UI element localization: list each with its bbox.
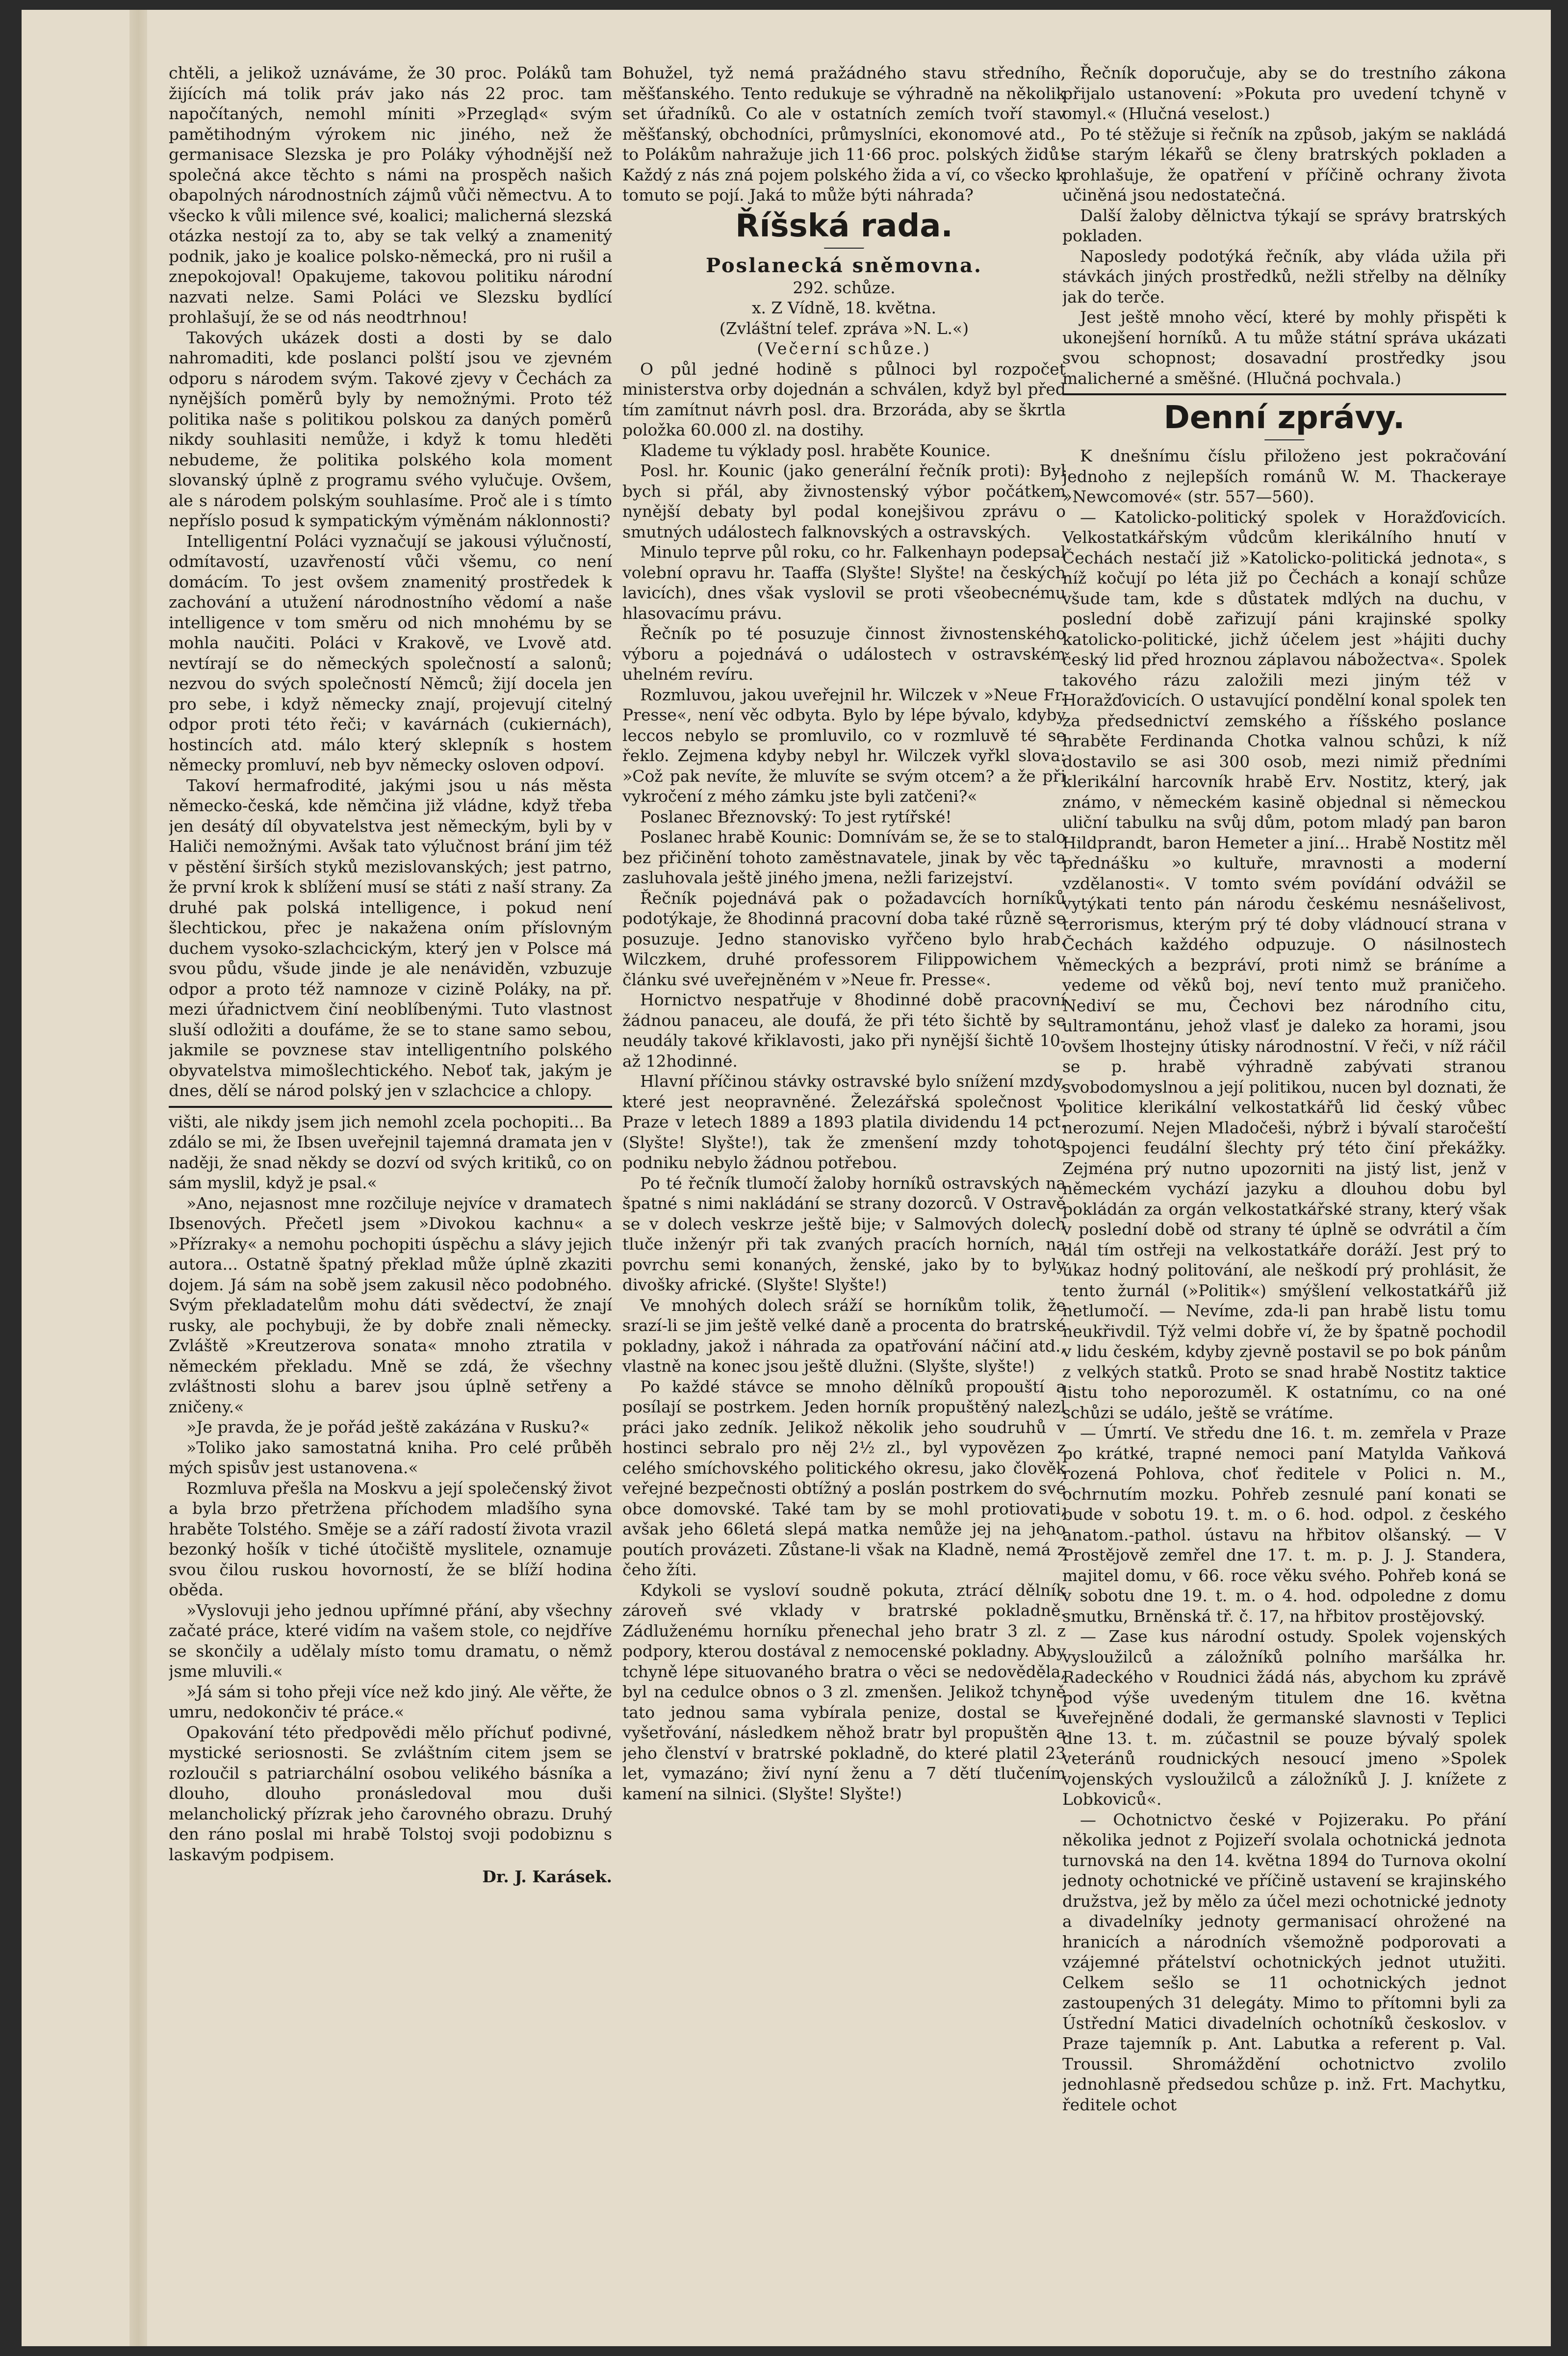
article-paragraph: Řečník doporučuje, aby se do trestního zákona přijalo ustanovení: »Pokuta pro uvedení tchyně v omyl.« (Hlučná veselost.): [1062, 63, 1506, 123]
article-paragraph: Takových ukázek dosti a dosti by se dalo nahromaditi, kde poslanci polští jsou ve zjevném odporu s národem svým. Takové zjevy v Čechách za nynějších poměrů byly by nemožnými. Proto též politika naše s politikou polskou za daných poměrů nikdy souhlasiti nemůže, i když k tomu hleděti nebudeme, že politika polského kola moment slovanský úplně z programu svého vylučuje. Ovšem, ale s národem polským souhlasíme. Proč ale i s tímto nepříslo posud k sympatickým výměnám náklonnosti?: [169, 328, 612, 530]
session-number: 292. schůze.: [793, 278, 896, 297]
section-heading: Říšská rada.: [735, 207, 953, 244]
binding-stripe: [129, 10, 147, 2346]
article-paragraph: Poslanec hrabě Kounic: Domnívám se, že se to stalo bez přičinění tohoto zaměstnavatele, jinak by věc ta zasluhovala ještě jiného jmena, nežli farizejství.: [622, 827, 1066, 887]
column-2: [622, 63, 1066, 2336]
news-item: — Úmrtí. Ve středu dne 16. t. m. zemřela v Praze po krátké, trapné nemoci paní Matylda Vaňková rozená Pohlova, choť ředitele v Polici n. M., ochrnutím mozku. Pohřeb zesnulé paní konati se bude v sobotu 19. t. m. o 6. hod. odpol. z českého anatom.-pathol. ústavu na hřbitov olšanský. — V Prostějově zemřel dne 17. t. m. p. J. J. Standera, majitel domu, v 66. roce věku svého. Pohřeb koná se v sobotu dne 19. t. m. o 4. hod. odpoledne z domu smutku, Brněnská tř. č. 17, na hřbitov prostějovský.: [1062, 1423, 1506, 1626]
article-paragraph: Po té řečník tlumočí žaloby horníků ostravských na špatné s nimi nakládání se strany dozorců. V Ostravě se v dolech veskrze ještě bije; v Salmových dolech tluče inženýr při tak zvaných pracích horních, na povrchu semi konaných, ženské, jako by to byly divošky africké. (Slyšte! Slyšte!): [622, 1173, 1066, 1294]
article-paragraph: Po té stěžuje si řečník na způsob, jakým se nakládá se starým lékařů se členy bratrských pokladen a prohlašuje, že opatření v příčině ochrany života učiněná jsou nedostatečná.: [1062, 124, 1506, 205]
article-paragraph: Řečník pojednává pak o požadavcích horníků podotýkaje, že 8hodinná pracovní doba také různě se posuzuje. Jedno stanovisko vyřčeno bylo hrab. Wilczkem, druhé professorem Filippowichem v článku své uveřejněném v »Neue fr. Presse«.: [622, 888, 1066, 989]
article-paragraph: chtěli, a jelikož uznáváme, že 30 proc. Poláků tam žijících má tolik práv jako nás 22 proc. tam napočítaných, nemohl míniti »Przegląd« svým pamětihodným výrokem nic jiného, než že germanisace Slezska je pro Poláky výhodnější než společná akce těchto s námi na prospěch našich obapolných národnostních zájmů vůči němectvu. A to všecko k vůli milence své, koalici; malicherná slezská otázka nestojí za to, aby se tak velký a znamenitý podnik, jako je koalice polsko-německá, pro ni rušil a znepokojoval! Opakujeme, takovou politiku národní nazvati nelze. Sami Poláci ve Slezsku bydlící prohlašují, že se od nás neodtrhnou!: [169, 63, 612, 327]
article-paragraph: Intelligentní Poláci vyznačují se jakousi výlučností, odmítavostí, uzavřeností vůči všemu, co není domácím. To jest ovšem znamenitý prostředek k zachování a utužení národnostního vědomí a naše intelligence v tom směru od nich mnohému by se mohla naučiti. Poláci v Krakově, ve Lvově atd. nevtírají se do německých společností a salonů; nezvou do svých společností Němců; žijí docela jen pro sebe, i když německy znají, projevují citelný odpor proti této řeči; v kavárnách (cukiernách), hostincích atd. málo který sklepník s hostem německy promluví, neb byv německy osloven odpoví.: [169, 531, 612, 774]
feuilleton-paragraph: »Ano, nejasnost mne rozčiluje nejvíce v dramatech Ibsenových. Přečetl jsem »Divokou kachnu« a »Přízraky« a nemohu pochopiti úspěchu a slávy jejich autora... Ostatně špatný překlad může úplně zkaziti dojem. Já sám na sobě jsem zakusil něco podobného. Svým překladatelům mohu dáti svědectví, že znají rusky, ale pochybuji, že by dobře znali německy. Zvláště »Kreutzerova sonata« mnoho ztratila v německém překladu. Mně se zdá, že všechny zvláštnosti slohu a barev jsou úplně setřeny a zničeny.«: [169, 1193, 612, 1416]
article-paragraph: Posl. hr. Kounic (jako generální řečník proti): Byl bych si přál, aby živnostenský výbor počátkem nynější debaty byl podal konejšivou zprávu o smutných událostech falknovských a ostravských.: [622, 461, 1066, 541]
article-paragraph: Řečník po té posuzuje činnost živnostenského výboru a pojednává o událostech v ostravském uhelném revíru.: [622, 624, 1066, 684]
feuilleton-paragraph: »Já sám si toho přeji více než kdo jiný. Ale věřte, že umru, nedokončiv té práce.«: [169, 1682, 612, 1721]
column-3: [1062, 63, 1506, 2336]
author-signature: Dr. J. Karásek.: [482, 1867, 612, 1886]
divider: [824, 248, 864, 249]
dateline: x. Z Vídně, 18. května.: [751, 298, 937, 317]
feuilleton-paragraph: »Toliko jako samostatná kniha. Pro celé průběh mých spisův jest ustanovena.«: [169, 1437, 612, 1477]
article-paragraph: Kdykoli se vysloví soudně pokuta, ztrácí dělník zároveň své vklady v bratrské pokladně. Zádluženému horníku přenechal jeho bratr 3 zl. z podpory, kterou dostával z nemocenské pokladny. Aby tchyně lépe situovaného bratra o věci se nedověděla, byl na cedulce obnos o 3 zl. zmenšen. Jelikož tchyně tato jednou sama vybírala penize, dostal se k vyšetřování, následkem něhož bratr byl propuštěn a jeho členství v bratrské pokladně, do které platil 23 let, vymazáno; živí nyní ženu a 7 dětí tlučením kamení na silnici. (Slyšte! Slyšte!): [622, 1580, 1066, 1803]
article-paragraph: Další žaloby dělnictva týkají se správy bratrských pokladen.: [1062, 205, 1506, 245]
section-heading: Denní zprávy.: [1163, 400, 1405, 436]
article-paragraph: Takoví hermafrodité, jakými jsou u nás města německo-česká, kde němčina již vládne, když třeba jen desátý díl obyvatelstva jest německým, byli by v Haliči nemožnými. Avšak tato výlučnost brání jim též v pěstění širších styků mezislovanských; jest patrno, že první krok k sblížení musí se státi z naší strany. Za druhé pak polská intelligence, i pokud není šlechtickou, přec je nakažena oním příslovným duchem vysoko-szlachcickým, který jen v Polsce má svou půdu, všude jinde je ale nenáviděn, vzbuzuje odpor a proto též namnoze v cizině Poláky, na př. mezi úřadnictvem činí neoblíbenými. Tuto vlastnost sluší odložiti a doufáme, že se to stane samo sebou, jakmile se povznese stav intelligentního polského obyvatelstva mimošlechtického. Neboť tak, jakým je dnes, dělí se národ polský jen v szlachcice a chlopy.: [169, 775, 612, 1100]
article-paragraph: Naposledy podotýká řečník, aby vláda užila při stávkách jiných prostředků, nežli střelby na dělníky jak do terče.: [1062, 246, 1506, 307]
article-paragraph: Bohužel, tyž nemá pražádného stavu středního, měšťanského. Tento redukuje se výhradně na několik set úřadníků. Co ale v ostatních zemích tvoří stav měšťanský, obchodníci, průmyslníci, ekonomové atd., to Polákům nahražuje jich 11·66 proc. polských židů! Každý z nás zná pojem polského žida a ví, co všecko k tomuto se pojí. Jaká to může býti náhrada?: [622, 63, 1066, 205]
news-item: — Ochotnictvo české v Pojizeraku. Po přání několika jednot z Pojizeří svolala ochotnická jednota turnovská na den 14. května 1894 do Turnova okolní jednoty ochotnické ve příčině ustavení se krajinského družstva, jež by mělo za účel mezi ochotnické jednoty a divadelníky jednoty germanisací ohrožené na hranicích a národních všemožně podporovati a vzájemné přátelství ochotnických jednot utužiti. Celkem sešlo se 11 ochotnických jednot zastoupených 31 delegáty. Mimo to přítomni byli za Ústřední Matici divadelních ochotníků českoslov. v Praze tajemník p. Ant. Labutka a referent p. Val. Troussil. Shromáždění ochotnictvo zvolilo jednohlasně předsedou schůze p. inž. Frt. Machytku, ředitele ochot: [1062, 1810, 1506, 2114]
section-divider: [1062, 393, 1506, 395]
article-paragraph: Hornictvo nespatřuje v 8hodinné době pracovní žádnou panaceu, ale doufá, že při této šichtě by se neudály takové křiklavosti, jako při nynější šichtě 10- až 12hodinné.: [622, 990, 1066, 1071]
article-paragraph: O půl jedné hodině s půlnoci byl rozpočet ministerstva orby dojednán a schválen, když byl před tím zamítnut návrh posl. dra. Brzoráda, aby se škrtla položka 60.000 zl. na dostihy.: [622, 359, 1066, 439]
article-paragraph: Rozmluvou, jakou uveřejnil hr. Wilczek v »Neue Fr. Presse«, není věc odbyta. Bylo by lépe bývalo, kdyby leccos nebylo se promluvilo, co v rozmluvě té se řeklo. Zejmena kdyby nebyl hr. Wilczek vyřkl slova: »Což pak nevíte, že mluvíte se svým otcem? a že při vykročení z mého zámku jste byli zatčeni?«: [622, 685, 1066, 806]
article-paragraph: Jest ještě mnoho věcí, které by mohly přispěti k ukonejšení horníků. A tu může státní správa ukázati svou schopnost; dosavadní prostředky jsou malicherné a směšné. (Hlučná pochvala.): [1062, 307, 1506, 388]
divider: [1264, 439, 1305, 441]
article-paragraph: Ve mnohých dolech sráží se horníkům tolik, že srazí-li se jim ještě velké daně a procenta do bratrské pokladny, jakož i náhrada za opatřování náčiní atd., vlastně na konec jsou ještě dlužni. (Slyšte, slyšte!): [622, 1295, 1066, 1376]
column-1: [169, 63, 612, 2336]
telegram-note: (Zvláštní telef. zpráva »N. L.«): [719, 318, 969, 338]
feuilleton-paragraph: Rozmluva přešla na Moskvu a její společenský život a byla brzo přetržena příchodem mladšího syna hraběte Tolstého. Směje se a září radostí života vrazil bezonký hošík v tiché útočiště myslitele, oznamuje svou čilou ruskou hovorností, že se blíží hodina oběda.: [169, 1478, 612, 1599]
article-paragraph: Hlavní příčinou stávky ostravské bylo snížení mzdy, které jest neopravněné. Železářská společnost v Praze v letech 1889 a 1893 platila dividendu 14 pct. (Slyšte! Slyšte!), tak že zmenšení mzdy tohoto podniku nebylo žádnou potřebou.: [622, 1072, 1066, 1172]
feuilleton-paragraph: »Je pravda, že je pořád ještě zakázána v Rusku?«: [186, 1417, 590, 1436]
subheading: Poslanecká sněmovna.: [706, 254, 982, 277]
article-paragraph: Po každé stávce se mnoho dělníků propouští a posílají se postrkem. Jeden horník propuštěný nalezl práci jako zedník. Jelikož několik jeho soudruhů v hostinci sebralo pro něj 2½ zl., byl vypovězen z celého smíchovského politického okresu, jako člověk veřejné bezpečnosti obtížný a poslán postrkem do své obce domovské. Také tam by se mohl protiovati, avšak jeho 66letá slepá matka nemůže jej na jeho poutích provázeti. Zůstane-li však na Kladně, nemá z čeho žíti.: [622, 1377, 1066, 1579]
feuilleton-divider: [169, 1106, 612, 1108]
news-item: — Zase kus národní ostudy. Spolek vojenských vysloužilců a záložníků polního maršálka hr. Radeckého v Roudnici žádá nás, abychom ku zprávě pod výše uvedeným titulem dne 16. května uveřejněné dodali, že germanské slavnosti v Teplici dne 13. t. m. zúčastnil se pouze bývalý spolek veteránů roudnických nesoucí jmeno »Spolek vojenských vysloužilců a záložníků J. J. knížete z Lobkoviců«.: [1062, 1627, 1506, 1809]
feuilleton-paragraph: Opakování této předpovědi mělo příchuť podivné, mystické seriosnosti. Se zvláštním citem jsem se rozloučil s patriarchální osobou velikého básníka a dlouho, dlouho pronásledoval mou duši melancholický přízrak jeho čarovného obrazu. Druhý den ráno poslal mi hrabě Tolstoj svoji podobiznu s laskavým podpisem.: [169, 1722, 612, 1864]
article-paragraph: Klademe tu výklady posl. hraběte Kounice.: [640, 440, 991, 460]
newspaper-page: [22, 10, 1551, 2346]
session-title: (Večerní schůze.): [757, 339, 931, 358]
news-item: — Katolicko-politický spolek v Horažďovicích. Velkostatkářským vůdcům klerikálního hnutí v Čechách nestačí již »Katolicko-politická jednota«, s níž kočují po léta již po Čechách a konají schůze všude tam, kde s důstatek mdlých na duchu, v poslední době zařizují páni krajinské spolky katolicko-politické, jichž účelem jest »hájiti duchy český lid před hroznou záplavou nábožectva«. Spolek takového rázu založili mezi jiným též v Horažďovicích. O ustavující pondělní konal spolek ten za předsednictví zemského a říšského poslance hraběte Ferdinanda Chotka valnou schůzi, k níž dostavilo se asi 300 osob, mezi nimiž předními klerikální harcovník hrabě Erv. Nostitz, který, jak známo, v německém kasině objednal si německou uliční tabulku na svůj dům, potom mladý pan baron Hildprandt, baron Hemeter a jiní... Hrabě Nostitz měl přednášku »o kultuře, mravnosti a moderní vzdělanosti«. V tomto svém povídání odvážil se vytýkati tento pán národu českému nesnášelivost, terrorismus, kterým prý té doby vládnoucí strana v Čechách každého odpuzuje. O násilnostech německých a bezpráví, proti nimž se bráníme a vedeme od věků boj, neví tento muž praničeho. Nediví se mu, Čechovi bez národního citu, ultramontánu, jehož vlasť je daleko za horami, jsou ovšem lhostejny útisky národnostní. V řeči, v níž ráčil se p. hrabě výhradně zabývati stranou svobodomyslnou a její politikou, nucen byl doznati, že politice klerikální velkostatkářů lid český vůbec nerozumí. Nejen Mladočeši, nýbrž i bývalí staročeští spojenci feudální šlechty prý této činí překážky. Zejména prý nutno upozorniti na jistý list, jenž v německém vychází jazyku a dlouhou dobu byl pokládán za orgán velkostatkářské strany, který však v poslední době od strany té úplně se odvrátil a čím dál tím ostřeji na velkostatkáře doráží. Jest prý to úkaz hodný politování, ale neškodí prý prohlásit, že tento žurnál (»Politik«) smýšlení velkostatkářů již netlumočí. — Nevíme, zda-li pan hrabě listu tomu neukřivdil. Týž velmi dobře ví, že by špatně pochodil v lidu českém, kdyby zjevně postavil se po bok pánům z velkých statků. Proto se snad hrabě Nostitz taktice listu toho neporozuměl. K ostatnímu, co na oné schůzi se událo, ještě se vrátíme.: [1062, 507, 1506, 1422]
feuilleton-paragraph: »Vyslovuji jeho jednou upřímné přání, aby všechny začaté práce, které vidím na vašem stole, co nejdříve se skončily a udělaly místo tomu dramatu, o němž jsme mluvili.«: [169, 1600, 612, 1681]
news-item: K dnešnímu číslu přiloženo jest pokračování jednoho z nejlepších románů W. M. Thackeraye »Newcomové« (str. 557—560).: [1062, 446, 1506, 506]
feuilleton-paragraph: višti, ale nikdy jsem jich nemohl zcela pochopiti... Ba zdálo se mi, že Ibsen uveřejnil tajemná dramata jen v naději, že snad někdy se dozví od svých kritiků, co on sám myslil, když je psal.«: [169, 1112, 612, 1192]
article-paragraph: Minulo teprve půl roku, co hr. Falkenhayn podepsal volební opravu hr. Taaffa (Slyšte! Slyšte! na českých lavicích), dnes však vyslovil se proti všeobecnému hlasovacímu právu.: [622, 542, 1066, 623]
article-paragraph: Poslanec Březnovský: To jest rytířské!: [640, 807, 952, 826]
